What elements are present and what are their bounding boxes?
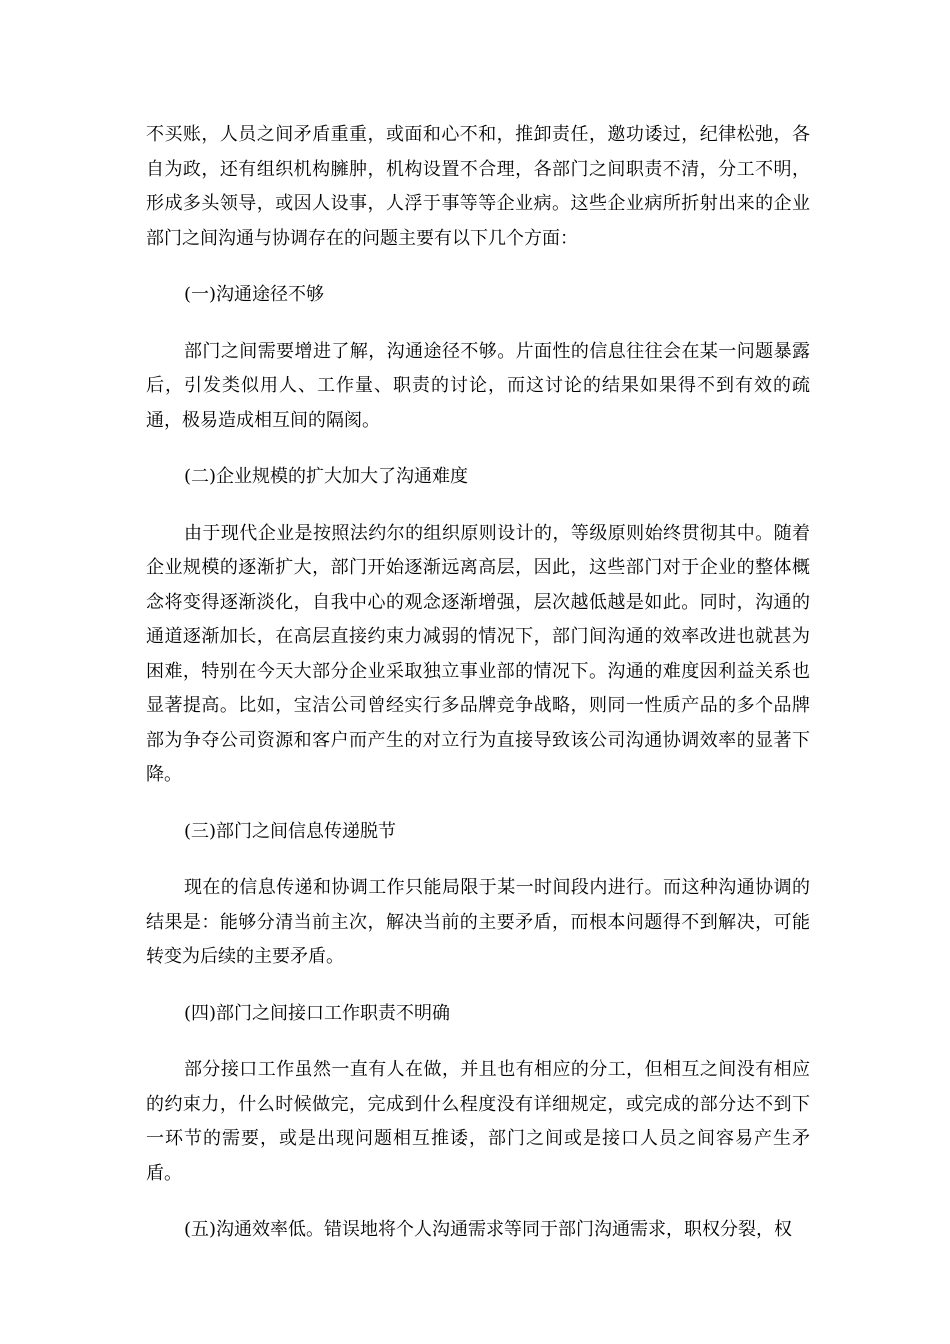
paragraph-intro: 不买账，人员之间矛盾重重，或面和心不和，推卸责任，邀功诿过，纪律松弛，各自为政，还有组织机构臃肿，机构设置不合理，各部门之间职责不清，分工不明，形成多头领导，或因人设事，人浮于事等等企业病。这些企业病所折射出来的企业部门之间沟通与协调存在的问题主要有以下几个方面：: [146, 124, 810, 249]
paragraph-section-1: 部门之间需要增进了解，沟通途径不够。片面性的信息往往会在某一问题暴露后，引发类似用人、工作量、职责的讨论，而这讨论的结果如果得不到有效的疏通，极易造成相互间的隔阂。: [146, 340, 810, 431]
paragraph-section-4: 部分接口工作虽然一直有人在做，并且也有相应的分工，但相互之间没有相应的约束力，什么时候做完，完成到什么程度没有详细规定，或完成的部分达不到下一环节的需要，或是出现问题相互推诿，部门之间或是接口人员之间容易产生矛盾。: [146, 1059, 810, 1184]
section-heading-4: (四)部门之间接口工作职责不明确: [184, 1002, 451, 1024]
section-heading-2: (二)企业规模的扩大加大了沟通难度: [184, 466, 469, 487]
paragraph-section-5: (五)沟通效率低。错误地将个人沟通需求等同于部门沟通需求，职权分裂，权: [184, 1219, 793, 1240]
paragraph-section-3: 现在的信息传递和协调工作只能局限于某一时间段内进行。而这种沟通协调的结果是：能够分清当前主次，解决当前的主要矛盾，而根本问题得不到解决，可能转变为后续的主要矛盾。: [146, 877, 810, 967]
paragraph-section-2: 由于现代企业是按照法约尔的组织原则设计的，等级原则始终贯彻其中。随着企业规模的逐渐扩大，部门开始逐渐远离高层，因此，这些部门对于企业的整体概念将变得逐渐淡化，自我中心的观念逐渐增强，层次越低越是如此。同时，沟通的通道逐渐加长，在高层直接约束力减弱的情况下，部门间沟通的效率改进也就甚为困难，特别在今天大部分企业采取独立事业部的情况下。沟通的难度因利益关系也显著提高。比如，宝洁公司曾经实行多品牌竞争战略，则同一性质产品的多个品牌部为争夺公司资源和客户而产生的对立行为直接导致该公司沟通协调效率的显著下降。: [146, 522, 810, 785]
document-body: [146, 118, 810, 1248]
section-heading-1: (一)沟通途径不够: [184, 284, 325, 305]
section-heading-3: (三)部门之间信息传递脱节: [184, 820, 397, 842]
